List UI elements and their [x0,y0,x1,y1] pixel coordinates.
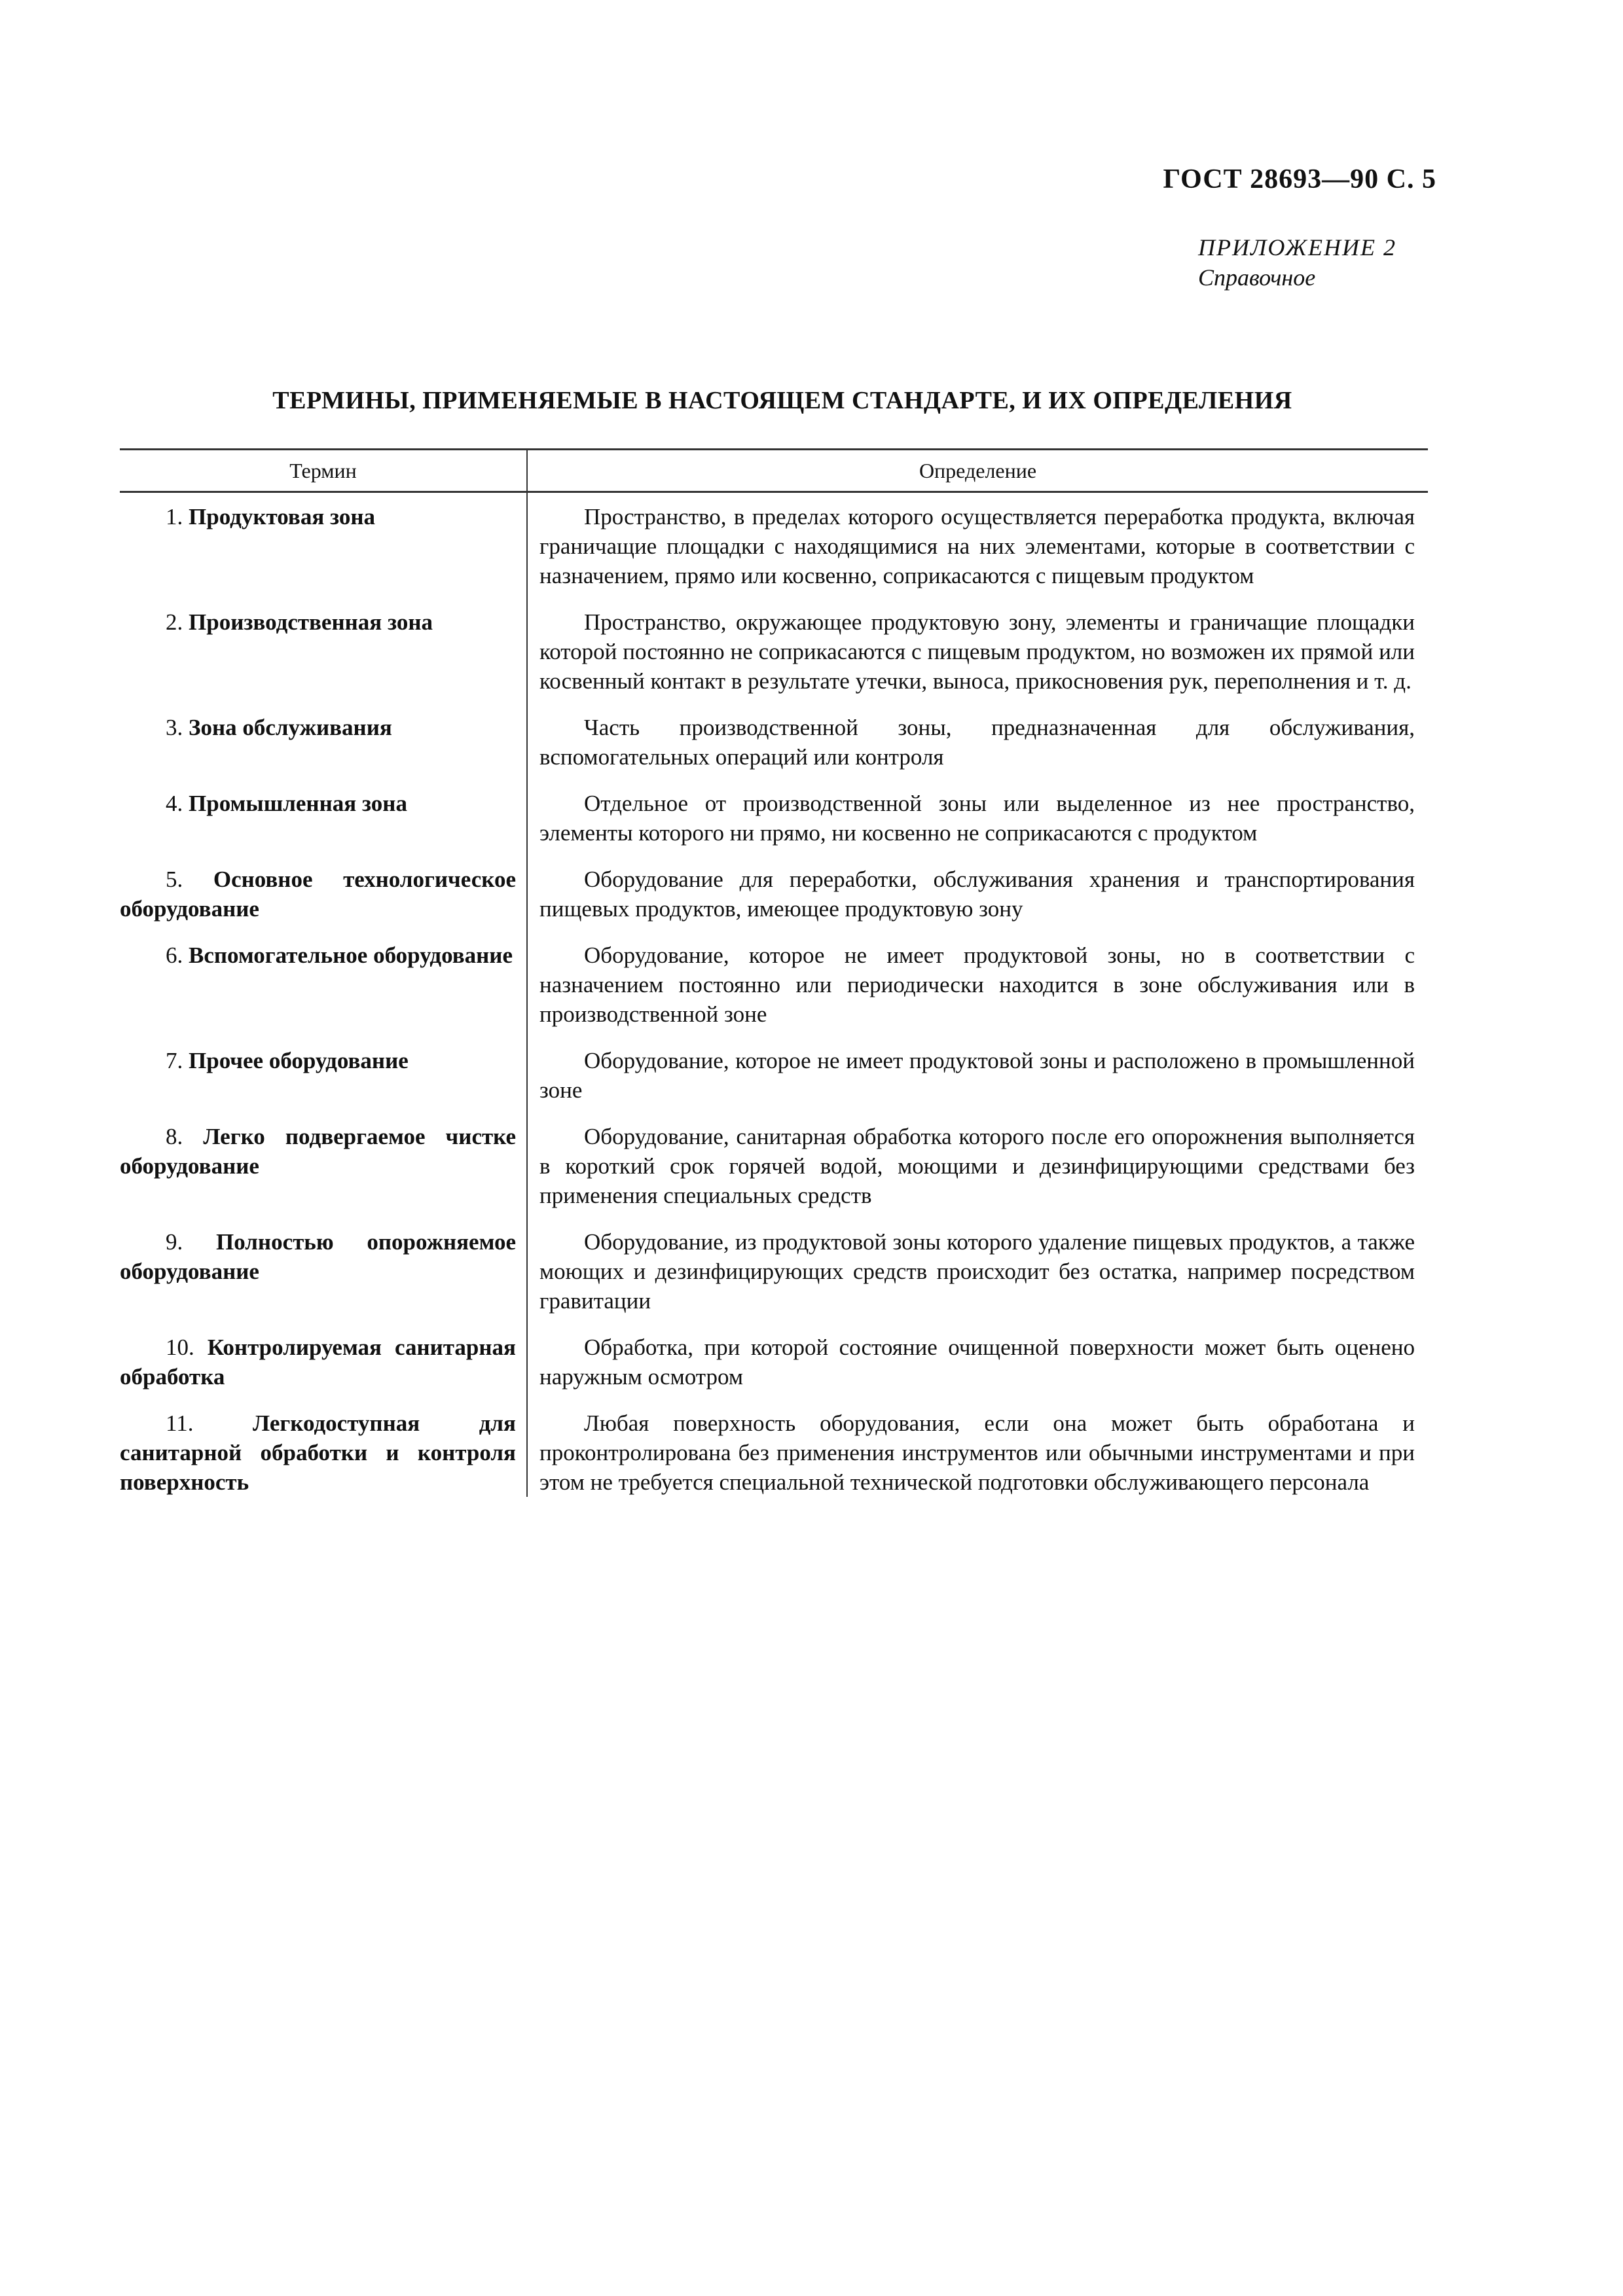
definition-cell: Оборудование, из продуктовой зоны которого удаление пищевых продуктов, а также моющих и дезинфицирующих средств происходит без остатка, например посредством гравитации [539,1229,1415,1314]
term-name: Зона обслуживания [189,715,392,740]
definition-cell: Оборудование для переработки, обслуживания хранения и транспортирования пищевых продуктов, имеющее продуктовую зону [539,867,1415,922]
definition-cell: Любая поверхность оборудования, если она может быть обработана и проконтролирована без применения инструментов или обычными инструментами и при этом не требуется специальной технической подготовки обслуживающего персонала [539,1410,1415,1495]
table-row [120,607,1428,713]
table-header-row [120,450,1428,492]
table-row [120,789,1428,865]
term-cell [120,1408,527,1497]
term-cell [120,607,527,713]
definition-cell: Оборудование, санитарная обработка которого после его опорожнения выполняется в короткий срок горячей водой, моющими и дезинфицирующими средствами без применения специальных средств [539,1124,1415,1208]
term-name: Контролируемая санитарная обработка [120,1335,516,1390]
term-name: Продуктовая зона [189,504,376,529]
term-number: 6. [166,942,183,968]
table-row [120,865,1428,941]
appendix-label [1198,232,1396,293]
term-name: Прочее оборудование [189,1048,409,1073]
definition-cell: Часть производственной зоны, предназначенная для обслуживания, вспомогательных операций или контроля [539,715,1415,770]
table-row [120,1046,1428,1122]
table-row [120,1333,1428,1408]
term-name: Легко подвергаемое чистке оборудование [120,1124,517,1179]
term-cell [120,865,527,941]
table-row [120,492,1428,608]
term-name: Производственная зона [189,609,433,635]
table-row [120,1227,1428,1333]
term-number: 1. [166,504,183,529]
term-cell [120,1227,527,1333]
term-cell [120,492,527,608]
term-name: Промышленная зона [189,791,407,816]
definition-cell: Оборудование, которое не имеет продуктовой зоны, но в соответствии с назначением постоянно или периодически находится в зоне обслуживания или в производственной зоне [539,942,1415,1027]
term-cell [120,789,527,865]
term-name: Вспомогательное оборудование [189,942,513,968]
term-number: 2. [166,609,183,635]
page-title: ТЕРМИНЫ, ПРИМЕНЯЕМЫЕ В НАСТОЯЩЕМ СТАНДАРТЕ, И ИХ ОПРЕДЕЛЕНИЯ [272,387,1292,414]
definition-cell: Пространство, в пределах которого осуществляется переработка продукта, включая граничащие площадки с находящимися на них элементами, которые в соответствии с назначением, прямо или косвенно, соприкасаются с пищевым продуктом [539,504,1415,588]
term-number: 8. [166,1124,183,1149]
definition-cell: Пространство, окружающее продуктовую зону, элементы и граничащие площадки которой постоянно не соприкасаются с пищевым продуктом, но возможен их прямой или косвенный контакт в результате утечки, выноса, прикосновения рук, переполнения и т. д. [539,609,1415,694]
term-number: 7. [166,1048,183,1073]
term-number: 11. [166,1410,194,1436]
appendix-title: ПРИЛОЖЕНИЕ 2 [1198,234,1396,260]
table-row [120,1408,1428,1497]
definition-cell: Обработка, при которой состояние очищенной поверхности может быть оценено наружным осмотром [539,1335,1415,1390]
term-number: 5. [166,867,183,892]
term-name: Полностью опорожняемое оборудование [120,1229,517,1284]
term-cell [120,1122,527,1227]
table-row [120,713,1428,789]
column-header-definition: Определение [527,450,1428,492]
term-number: 3. [166,715,183,740]
table-row [120,941,1428,1046]
term-cell [120,1046,527,1122]
terms-table [120,448,1428,1497]
term-number: 4. [166,791,183,816]
column-header-term: Термин [120,450,527,492]
document-id: ГОСТ 28693—90 С. 5 [1163,164,1436,194]
definition-cell: Оборудование, которое не имеет продуктовой зоны и расположено в промышленной зоне [539,1048,1415,1103]
definition-cell: Отдельное от производственной зоны или выделенное из нее пространство, элементы которого ни прямо, ни косвенно не соприкасаются с продуктом [539,791,1415,846]
term-name: Легкодоступная для санитарной обработки и контроля поверхность [120,1410,516,1495]
terms-table-body [120,492,1428,1498]
table-row [120,1122,1428,1227]
term-number: 9. [166,1229,183,1255]
term-number: 10. [166,1335,194,1360]
term-name: Основное технологическое оборудование [120,867,516,922]
term-cell [120,941,527,1046]
appendix-type: Справочное [1198,264,1316,291]
term-cell [120,713,527,789]
term-cell [120,1333,527,1408]
